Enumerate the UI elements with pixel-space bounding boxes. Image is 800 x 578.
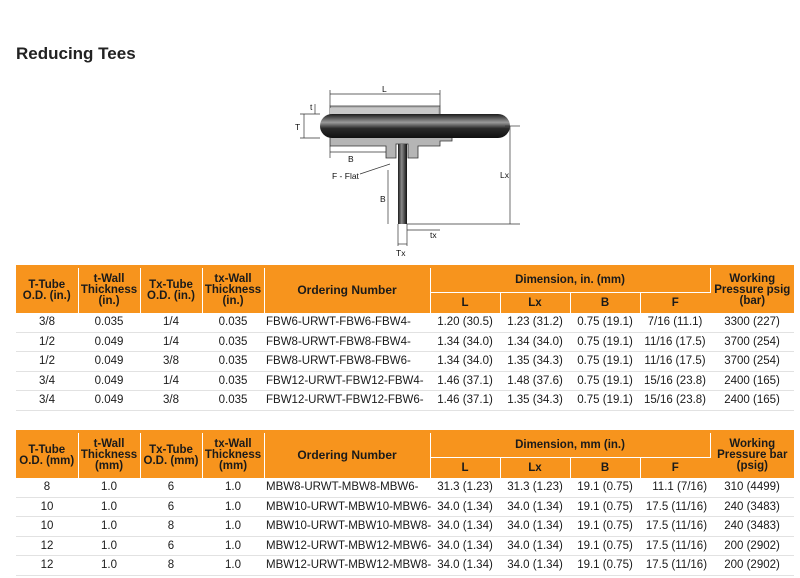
table-row (16, 313, 794, 332)
tee-body-inner (330, 108, 438, 114)
t-tube-cell: 1/2 (16, 332, 78, 352)
tx-tube-cell: 3/8 (140, 352, 202, 372)
ordering-number-cell: MBW8-URWT-MBW8-MBW6- (264, 478, 430, 497)
col-B: B (570, 293, 640, 314)
col-ordering-number: Ordering Number (264, 268, 430, 313)
f-cell: 11.1 (7/16) (640, 478, 710, 497)
col-t-wall: t-Wall Thickness (mm) (78, 433, 140, 478)
label-B-upper: B (348, 154, 354, 164)
label-Tx: Tx (396, 248, 406, 258)
reducing-tee-diagram (290, 86, 530, 258)
inch-spec-table (16, 268, 794, 411)
col-tx-tube: Tx-Tube O.D. (in.) (140, 268, 202, 313)
t-wall-cell: 1.0 (78, 536, 140, 556)
tx-tube-cell: 6 (140, 497, 202, 517)
pressure-cell: 240 (3483) (710, 497, 794, 517)
l-cell: 34.0 (1.34) (430, 497, 500, 517)
f-cell: 15/16 (23.8) (640, 371, 710, 391)
b-cell: 0.75 (19.1) (570, 391, 640, 411)
label-Lx: Lx (500, 170, 509, 180)
ordering-number-cell: FBW8-URWT-FBW8-FBW6- (264, 352, 430, 372)
tx-tube-cell: 8 (140, 556, 202, 576)
pressure-cell: 310 (4499) (710, 478, 794, 497)
t-wall-cell: 0.049 (78, 352, 140, 372)
f-cell: 17.5 (11/16) (640, 497, 710, 517)
pressure-cell: 200 (2902) (710, 536, 794, 556)
t-wall-cell: 1.0 (78, 556, 140, 576)
table-row (16, 556, 794, 576)
pressure-cell: 2400 (165) (710, 391, 794, 411)
col-tx-wall: tx-Wall Thickness (in.) (202, 268, 264, 313)
tx-tube-cell: 1/4 (140, 332, 202, 352)
col-dimension-group: Dimension, in. (mm) (430, 268, 710, 293)
lx-cell: 34.0 (1.34) (500, 497, 570, 517)
page-title: Reducing Tees (16, 44, 136, 63)
ordering-number-cell: FBW12-URWT-FBW12-FBW4- (264, 371, 430, 391)
table-row (16, 371, 794, 391)
tx-wall-cell: 0.035 (202, 313, 264, 332)
t-wall-cell: 0.035 (78, 313, 140, 332)
t-wall-cell: 1.0 (78, 478, 140, 497)
lx-cell: 1.23 (31.2) (500, 313, 570, 332)
label-T: T (295, 122, 301, 132)
pressure-cell: 3700 (254) (710, 332, 794, 352)
pressure-cell: 2400 (165) (710, 371, 794, 391)
col-L: L (430, 293, 500, 314)
col-Lx: Lx (500, 458, 570, 479)
ordering-number-cell: MBW10-URWT-MBW10-MBW8- (264, 517, 430, 537)
tx-tube-cell: 3/8 (140, 391, 202, 411)
ordering-number-cell: FBW8-URWT-FBW8-FBW4- (264, 332, 430, 352)
tx-wall-cell: 0.035 (202, 391, 264, 411)
t-tube-cell: 3/8 (16, 313, 78, 332)
t-wall-cell: 0.049 (78, 332, 140, 352)
table-row (16, 497, 794, 517)
l-cell: 1.46 (37.1) (430, 391, 500, 411)
tx-tube-cell: 6 (140, 478, 202, 497)
ordering-number-cell: MBW10-URWT-MBW10-MBW6- (264, 497, 430, 517)
t-tube-cell: 3/4 (16, 371, 78, 391)
label-F-flat: F - Flat (332, 171, 359, 181)
t-wall-cell: 1.0 (78, 497, 140, 517)
table-row (16, 352, 794, 372)
tx-wall-cell: 1.0 (202, 497, 264, 517)
lx-cell: 34.0 (1.34) (500, 517, 570, 537)
b-cell: 19.1 (0.75) (570, 478, 640, 497)
l-cell: 31.3 (1.23) (430, 478, 500, 497)
col-Lx: Lx (500, 293, 570, 314)
t-tube-cell: 10 (16, 517, 78, 537)
tx-wall-cell: 0.035 (202, 371, 264, 391)
col-working-pressure: Working Pressure bar (psig) (710, 433, 794, 478)
branch-tube (398, 144, 407, 224)
b-cell: 19.1 (0.75) (570, 497, 640, 517)
label-B-lower: B (380, 194, 386, 204)
f-cell: 17.5 (11/16) (640, 556, 710, 576)
l-cell: 34.0 (1.34) (430, 536, 500, 556)
col-t-wall: t-Wall Thickness (in.) (78, 268, 140, 313)
t-wall-cell: 0.049 (78, 371, 140, 391)
ordering-number-cell: FBW6-URWT-FBW6-FBW4- (264, 313, 430, 332)
l-cell: 1.46 (37.1) (430, 371, 500, 391)
ordering-number-cell: MBW12-URWT-MBW12-MBW8- (264, 556, 430, 576)
tx-wall-cell: 0.035 (202, 352, 264, 372)
t-tube-cell: 12 (16, 556, 78, 576)
table-row (16, 536, 794, 556)
tx-wall-cell: 1.0 (202, 536, 264, 556)
col-B: B (570, 458, 640, 479)
b-cell: 0.75 (19.1) (570, 332, 640, 352)
f-cell: 11/16 (17.5) (640, 352, 710, 372)
f-cell: 7/16 (11.1) (640, 313, 710, 332)
tx-tube-cell: 1/4 (140, 371, 202, 391)
b-cell: 0.75 (19.1) (570, 313, 640, 332)
l-cell: 34.0 (1.34) (430, 556, 500, 576)
lx-cell: 1.34 (34.0) (500, 332, 570, 352)
tx-tube-cell: 1/4 (140, 313, 202, 332)
t-tube-cell: 3/4 (16, 391, 78, 411)
ordering-number-cell: MBW12-URWT-MBW12-MBW6- (264, 536, 430, 556)
lx-cell: 1.35 (34.3) (500, 352, 570, 372)
ordering-number-cell: FBW12-URWT-FBW12-FBW6- (264, 391, 430, 411)
label-t: t (310, 102, 313, 112)
t-wall-cell: 0.049 (78, 391, 140, 411)
f-cell: 11/16 (17.5) (640, 332, 710, 352)
col-t-tube: T-Tube O.D. (in.) (16, 268, 78, 313)
pressure-cell: 240 (3483) (710, 517, 794, 537)
col-dimension-group: Dimension, mm (in.) (430, 433, 710, 458)
l-cell: 1.20 (30.5) (430, 313, 500, 332)
col-ordering-number: Ordering Number (264, 433, 430, 478)
label-L: L (382, 86, 387, 94)
b-cell: 0.75 (19.1) (570, 371, 640, 391)
f-cell: 17.5 (11/16) (640, 517, 710, 537)
lx-cell: 34.0 (1.34) (500, 556, 570, 576)
table-row (16, 332, 794, 352)
pressure-cell: 200 (2902) (710, 556, 794, 576)
lx-cell: 31.3 (1.23) (500, 478, 570, 497)
lx-cell: 1.35 (34.3) (500, 391, 570, 411)
mm-spec-table (16, 433, 794, 576)
col-t-tube: T-Tube O.D. (mm) (16, 433, 78, 478)
tx-wall-cell: 1.0 (202, 478, 264, 497)
col-tx-tube: Tx-Tube O.D. (mm) (140, 433, 202, 478)
col-working-pressure: Working Pressure psig (bar) (710, 268, 794, 313)
t-wall-cell: 1.0 (78, 517, 140, 537)
pressure-cell: 3300 (227) (710, 313, 794, 332)
l-cell: 34.0 (1.34) (430, 517, 500, 537)
t-tube-cell: 12 (16, 536, 78, 556)
label-tx: tx (430, 230, 437, 240)
lx-cell: 34.0 (1.34) (500, 536, 570, 556)
table-row (16, 478, 794, 497)
t-tube-cell: 8 (16, 478, 78, 497)
l-cell: 1.34 (34.0) (430, 352, 500, 372)
tx-wall-cell: 1.0 (202, 517, 264, 537)
t-tube-cell: 1/2 (16, 352, 78, 372)
pressure-cell: 3700 (254) (710, 352, 794, 372)
lx-cell: 1.48 (37.6) (500, 371, 570, 391)
f-cell: 17.5 (11/16) (640, 536, 710, 556)
table-row (16, 391, 794, 411)
b-cell: 19.1 (0.75) (570, 517, 640, 537)
f-cell: 15/16 (23.8) (640, 391, 710, 411)
col-L: L (430, 458, 500, 479)
b-cell: 19.1 (0.75) (570, 556, 640, 576)
tx-wall-cell: 0.035 (202, 332, 264, 352)
l-cell: 1.34 (34.0) (430, 332, 500, 352)
col-F: F (640, 458, 710, 479)
tx-wall-cell: 1.0 (202, 556, 264, 576)
table-row (16, 517, 794, 537)
tx-tube-cell: 6 (140, 536, 202, 556)
b-cell: 19.1 (0.75) (570, 536, 640, 556)
b-cell: 0.75 (19.1) (570, 352, 640, 372)
col-F: F (640, 293, 710, 314)
main-tube (320, 114, 510, 138)
t-tube-cell: 10 (16, 497, 78, 517)
col-tx-wall: tx-Wall Thickness (mm) (202, 433, 264, 478)
tx-tube-cell: 8 (140, 517, 202, 537)
